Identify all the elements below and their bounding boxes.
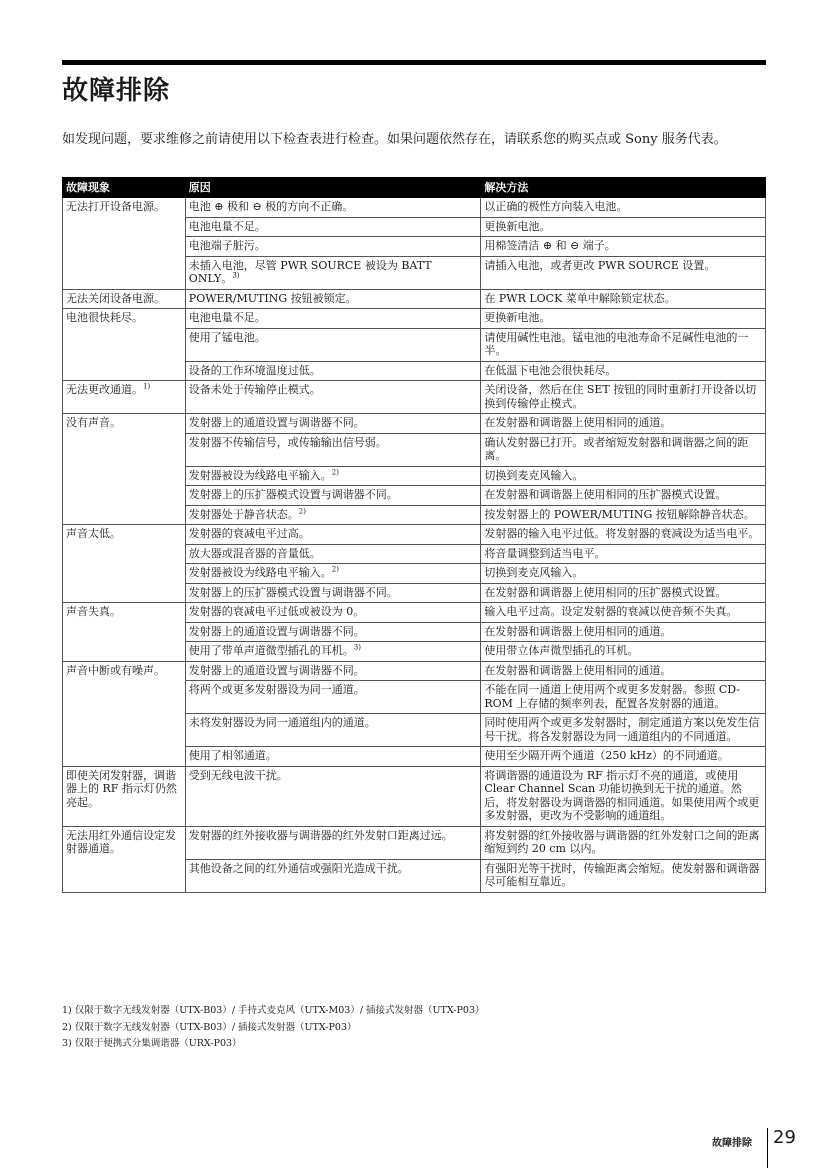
cause-cell xyxy=(185,714,481,747)
header-cause: 原因 xyxy=(185,178,481,198)
cause-text: 电池电量不足。 xyxy=(188,311,266,324)
cause-text: 发射器上的压扩器模式设置与调谐器不同。 xyxy=(188,488,398,501)
cause-cell xyxy=(185,583,481,603)
symptom-cell xyxy=(63,414,186,525)
page-number: 29 xyxy=(773,1127,796,1148)
solution-cell: 同时使用两个或更多发射器时，制定通道方案以免发生信号干扰。将各发射器设为同一通道组内的不同通道。 xyxy=(481,714,766,747)
solution-cell: 有强阳光等干扰时，传输距离会缩短。使发射器和调谐器尽可能相互靠近。 xyxy=(481,859,766,892)
solution-cell: 在 PWR LOCK 菜单中解除锁定状态。 xyxy=(481,289,766,309)
solution-cell: 在低温下电池会很快耗尽。 xyxy=(481,361,766,381)
solution-cell: 以正确的极性方向装入电池。 xyxy=(481,198,766,218)
footnote-ref: 2) xyxy=(298,506,306,515)
cause-text: 电池电量不足。 xyxy=(188,219,266,233)
footnote-ref: 3) xyxy=(353,643,361,652)
solution-cell: 在发射器和调谐器上使用相同的通道。 xyxy=(481,622,766,642)
footnote-ref: 3) xyxy=(232,271,240,280)
table-row xyxy=(63,414,766,434)
cause-text: 未插入电池，尽管 PWR SOURCE 被设为 BATT ONLY。 xyxy=(188,258,432,285)
troubleshooting-table xyxy=(62,177,766,893)
cause-cell xyxy=(185,309,481,329)
solution-cell: 更换新电池。 xyxy=(481,309,766,329)
symptom-cell xyxy=(63,309,186,381)
symptom-text: 声音中断或有噪声。 xyxy=(66,663,165,677)
cause-text: 电池端子脏污。 xyxy=(188,239,266,252)
solution-cell: 不能在同一通道上使用两个或更多发射器。参照 CD-ROM 上存储的频率列表，配置各发射器的通道。 xyxy=(481,681,766,714)
cause-cell xyxy=(185,361,481,381)
cause-text: POWER/MUTING 按钮被锁定。 xyxy=(188,291,357,305)
symptom-cell xyxy=(63,603,186,662)
symptom-text: 无法用红外通信设定发射器通道。 xyxy=(66,828,176,855)
cause-cell xyxy=(185,681,481,714)
symptom-text: 声音失真。 xyxy=(66,605,121,618)
cause-text: 使用了锰电池。 xyxy=(188,330,266,344)
cause-text: 发射器处于静音状态。 xyxy=(188,507,299,521)
cause-cell xyxy=(185,256,481,289)
table-row xyxy=(63,381,766,414)
cause-cell xyxy=(185,766,481,826)
footer-divider xyxy=(767,1128,768,1168)
solution-cell: 切换到麦克风输入。 xyxy=(481,564,766,584)
cause-text: 放大器或混音器的音量低。 xyxy=(188,546,321,560)
cause-cell xyxy=(185,544,481,564)
footnote-1: 1) 仅限于数字无线发射器（UTX-B03）/ 手持式麦克风（UTX-M03）/ 插接式发射器（UTX-P03） xyxy=(62,1005,485,1016)
symptom-text: 电池很快耗尽。 xyxy=(66,311,143,324)
cause-text: 发射器上的通道设置与调谐器不同。 xyxy=(188,416,365,429)
cause-cell xyxy=(185,198,481,218)
cause-cell xyxy=(185,564,481,584)
symptom-cell xyxy=(63,661,186,766)
cause-cell xyxy=(185,826,481,859)
cause-cell xyxy=(185,642,481,662)
symptom-text: 无法更改通道。 xyxy=(66,383,143,396)
solution-cell: 输入电平过高。设定发射器的衰减以使音频不失真。 xyxy=(481,603,766,623)
table-row xyxy=(63,826,766,859)
solution-cell: 确认发射器已打开。或者缩短发射器和调谐器之间的距离。 xyxy=(481,433,766,466)
cause-text: 使用了带单声道微型插孔的耳机。 xyxy=(188,644,354,657)
cause-cell xyxy=(185,433,481,466)
table-row xyxy=(63,309,766,329)
cause-text: 发射器的衰减电平过低或被设为 0。 xyxy=(188,605,365,618)
cause-cell xyxy=(185,381,481,414)
cause-text: 未将发射器设为同一通道组内的通道。 xyxy=(188,716,376,729)
symptom-cell xyxy=(63,766,186,826)
cause-cell xyxy=(185,217,481,237)
cause-cell xyxy=(185,859,481,892)
solution-cell: 将调谐器的通道设为 RF 指示灯不亮的通道，或使用 Clear Channel Scan 功能切换到无干扰的通道。然后，将发射器设为调谐器的相同通道。如果使用两个或更多发射器，更改为不受影响的通道组。 xyxy=(481,766,766,826)
solution-cell: 使用至少隔开两个通道（250 kHz）的不同通道。 xyxy=(481,747,766,767)
footnotes xyxy=(62,1003,766,1053)
cause-cell xyxy=(185,661,481,681)
cause-cell xyxy=(185,237,481,257)
cause-cell xyxy=(185,414,481,434)
top-rule xyxy=(62,60,766,65)
symptom-text: 即使关闭发射器，调谐器上的 RF 指示灯仍然亮起。 xyxy=(66,768,177,809)
cause-text: 发射器被设为线路电平输入。 xyxy=(188,566,332,579)
intro-paragraph: 如发现问题，要求维修之前请使用以下检查表进行检查。如果问题依然存在，请联系您的购买点或 Sony 服务代表。 xyxy=(62,132,727,147)
solution-cell: 在发射器和调谐器上使用相同的通道。 xyxy=(481,414,766,434)
table-row xyxy=(63,198,766,218)
solution-cell: 按发射器上的 POWER/MUTING 按钮解除静音状态。 xyxy=(481,505,766,525)
solution-cell: 用棉签清洁 ⊕ 和 ⊖ 端子。 xyxy=(481,237,766,257)
symptom-cell xyxy=(63,289,186,309)
cause-text: 其他设备之间的红外通信或强阳光造成干扰。 xyxy=(188,861,409,875)
cause-text: 发射器的衰减电平过高。 xyxy=(188,527,310,540)
solution-cell: 使用带立体声微型插孔的耳机。 xyxy=(481,642,766,662)
symptom-text: 没有声音。 xyxy=(66,416,121,429)
cause-cell xyxy=(185,289,481,309)
footnote-ref: 2) xyxy=(331,467,339,476)
table-row xyxy=(63,525,766,545)
table-row xyxy=(63,766,766,826)
cause-cell xyxy=(185,603,481,623)
cause-cell xyxy=(185,486,481,506)
cause-cell xyxy=(185,622,481,642)
solution-cell: 将音量调整到适当电平。 xyxy=(481,544,766,564)
cause-text: 设备的工作环境温度过低。 xyxy=(188,363,321,377)
cause-text: 发射器被设为线路电平输入。 xyxy=(188,468,332,482)
solution-cell: 将发射器的红外接收器与调谐器的红外发射口之间的距离缩短到约 20 cm 以内。 xyxy=(481,826,766,859)
symptom-text: 声音太低。 xyxy=(66,527,121,540)
solution-cell: 发射器的输入电平过低。将发射器的衰减设为适当电平。 xyxy=(481,525,766,545)
cause-text: 将两个或更多发射器设为同一通道。 xyxy=(188,683,365,696)
cause-text: 电池 ⊕ 极和 ⊖ 极的方向不正确。 xyxy=(188,200,354,213)
cause-text: 发射器上的通道设置与调谐器不同。 xyxy=(188,663,365,677)
page-title: 故障排除 xyxy=(62,76,171,106)
symptom-cell xyxy=(63,525,186,603)
footnote-2: 2) 仅限于数字无线发射器（UTX-B03）/ 插接式发射器（UTX-P03） xyxy=(62,1021,357,1033)
cause-text: 使用了相邻通道。 xyxy=(188,749,277,762)
footer-section-label: 故障排除 xyxy=(712,1138,752,1149)
footnote-ref: 1) xyxy=(143,382,151,391)
cause-cell xyxy=(185,747,481,767)
cause-text: 设备未处于传输停止模式。 xyxy=(188,383,321,396)
symptom-text: 无法关闭设备电源。 xyxy=(66,291,165,305)
symptom-cell xyxy=(63,381,186,414)
solution-cell: 请插入电池，或者更改 PWR SOURCE 设置。 xyxy=(481,256,766,289)
symptom-cell xyxy=(63,198,186,290)
cause-cell xyxy=(185,505,481,525)
solution-cell: 在发射器和调谐器上使用相同的通道。 xyxy=(481,661,766,681)
solution-cell: 更换新电池。 xyxy=(481,217,766,237)
solution-cell: 请使用碱性电池。锰电池的电池寿命不足碱性电池的一半。 xyxy=(481,328,766,361)
symptom-cell xyxy=(63,826,186,892)
solution-cell: 关闭设备，然后在住 SET 按钮的同时重新打开设备以切换到传输停止模式。 xyxy=(481,381,766,414)
cause-cell xyxy=(185,525,481,545)
cause-cell xyxy=(185,328,481,361)
table-row xyxy=(63,661,766,681)
header-symptom: 故障现象 xyxy=(63,178,186,198)
solution-cell: 切换到麦克风输入。 xyxy=(481,466,766,486)
footnote-ref: 2) xyxy=(331,565,339,574)
cause-text: 发射器的红外接收器与调谐器的红外发射口距离过远。 xyxy=(188,828,453,842)
table-row xyxy=(63,603,766,623)
symptom-text: 无法打开设备电源。 xyxy=(66,200,165,213)
cause-text: 受到无线电波干扰。 xyxy=(188,768,288,782)
cause-text: 发射器上的通道设置与调谐器不同。 xyxy=(188,624,365,638)
cause-cell xyxy=(185,466,481,486)
table-row xyxy=(63,289,766,309)
footnote-3: 3) 仅限于便携式分集调谐器（URX-P03） xyxy=(62,1038,242,1049)
solution-cell: 在发射器和调谐器上使用相同的压扩器模式设置。 xyxy=(481,486,766,506)
header-solution: 解决方法 xyxy=(481,178,766,198)
cause-text: 发射器上的压扩器模式设置与调谐器不同。 xyxy=(188,585,398,599)
table-header-row xyxy=(63,178,766,198)
table-body xyxy=(63,198,766,893)
cause-text: 发射器不传输信号，或传输输出信号弱。 xyxy=(188,435,387,449)
solution-cell: 在发射器和调谐器上使用相同的压扩器模式设置。 xyxy=(481,583,766,603)
